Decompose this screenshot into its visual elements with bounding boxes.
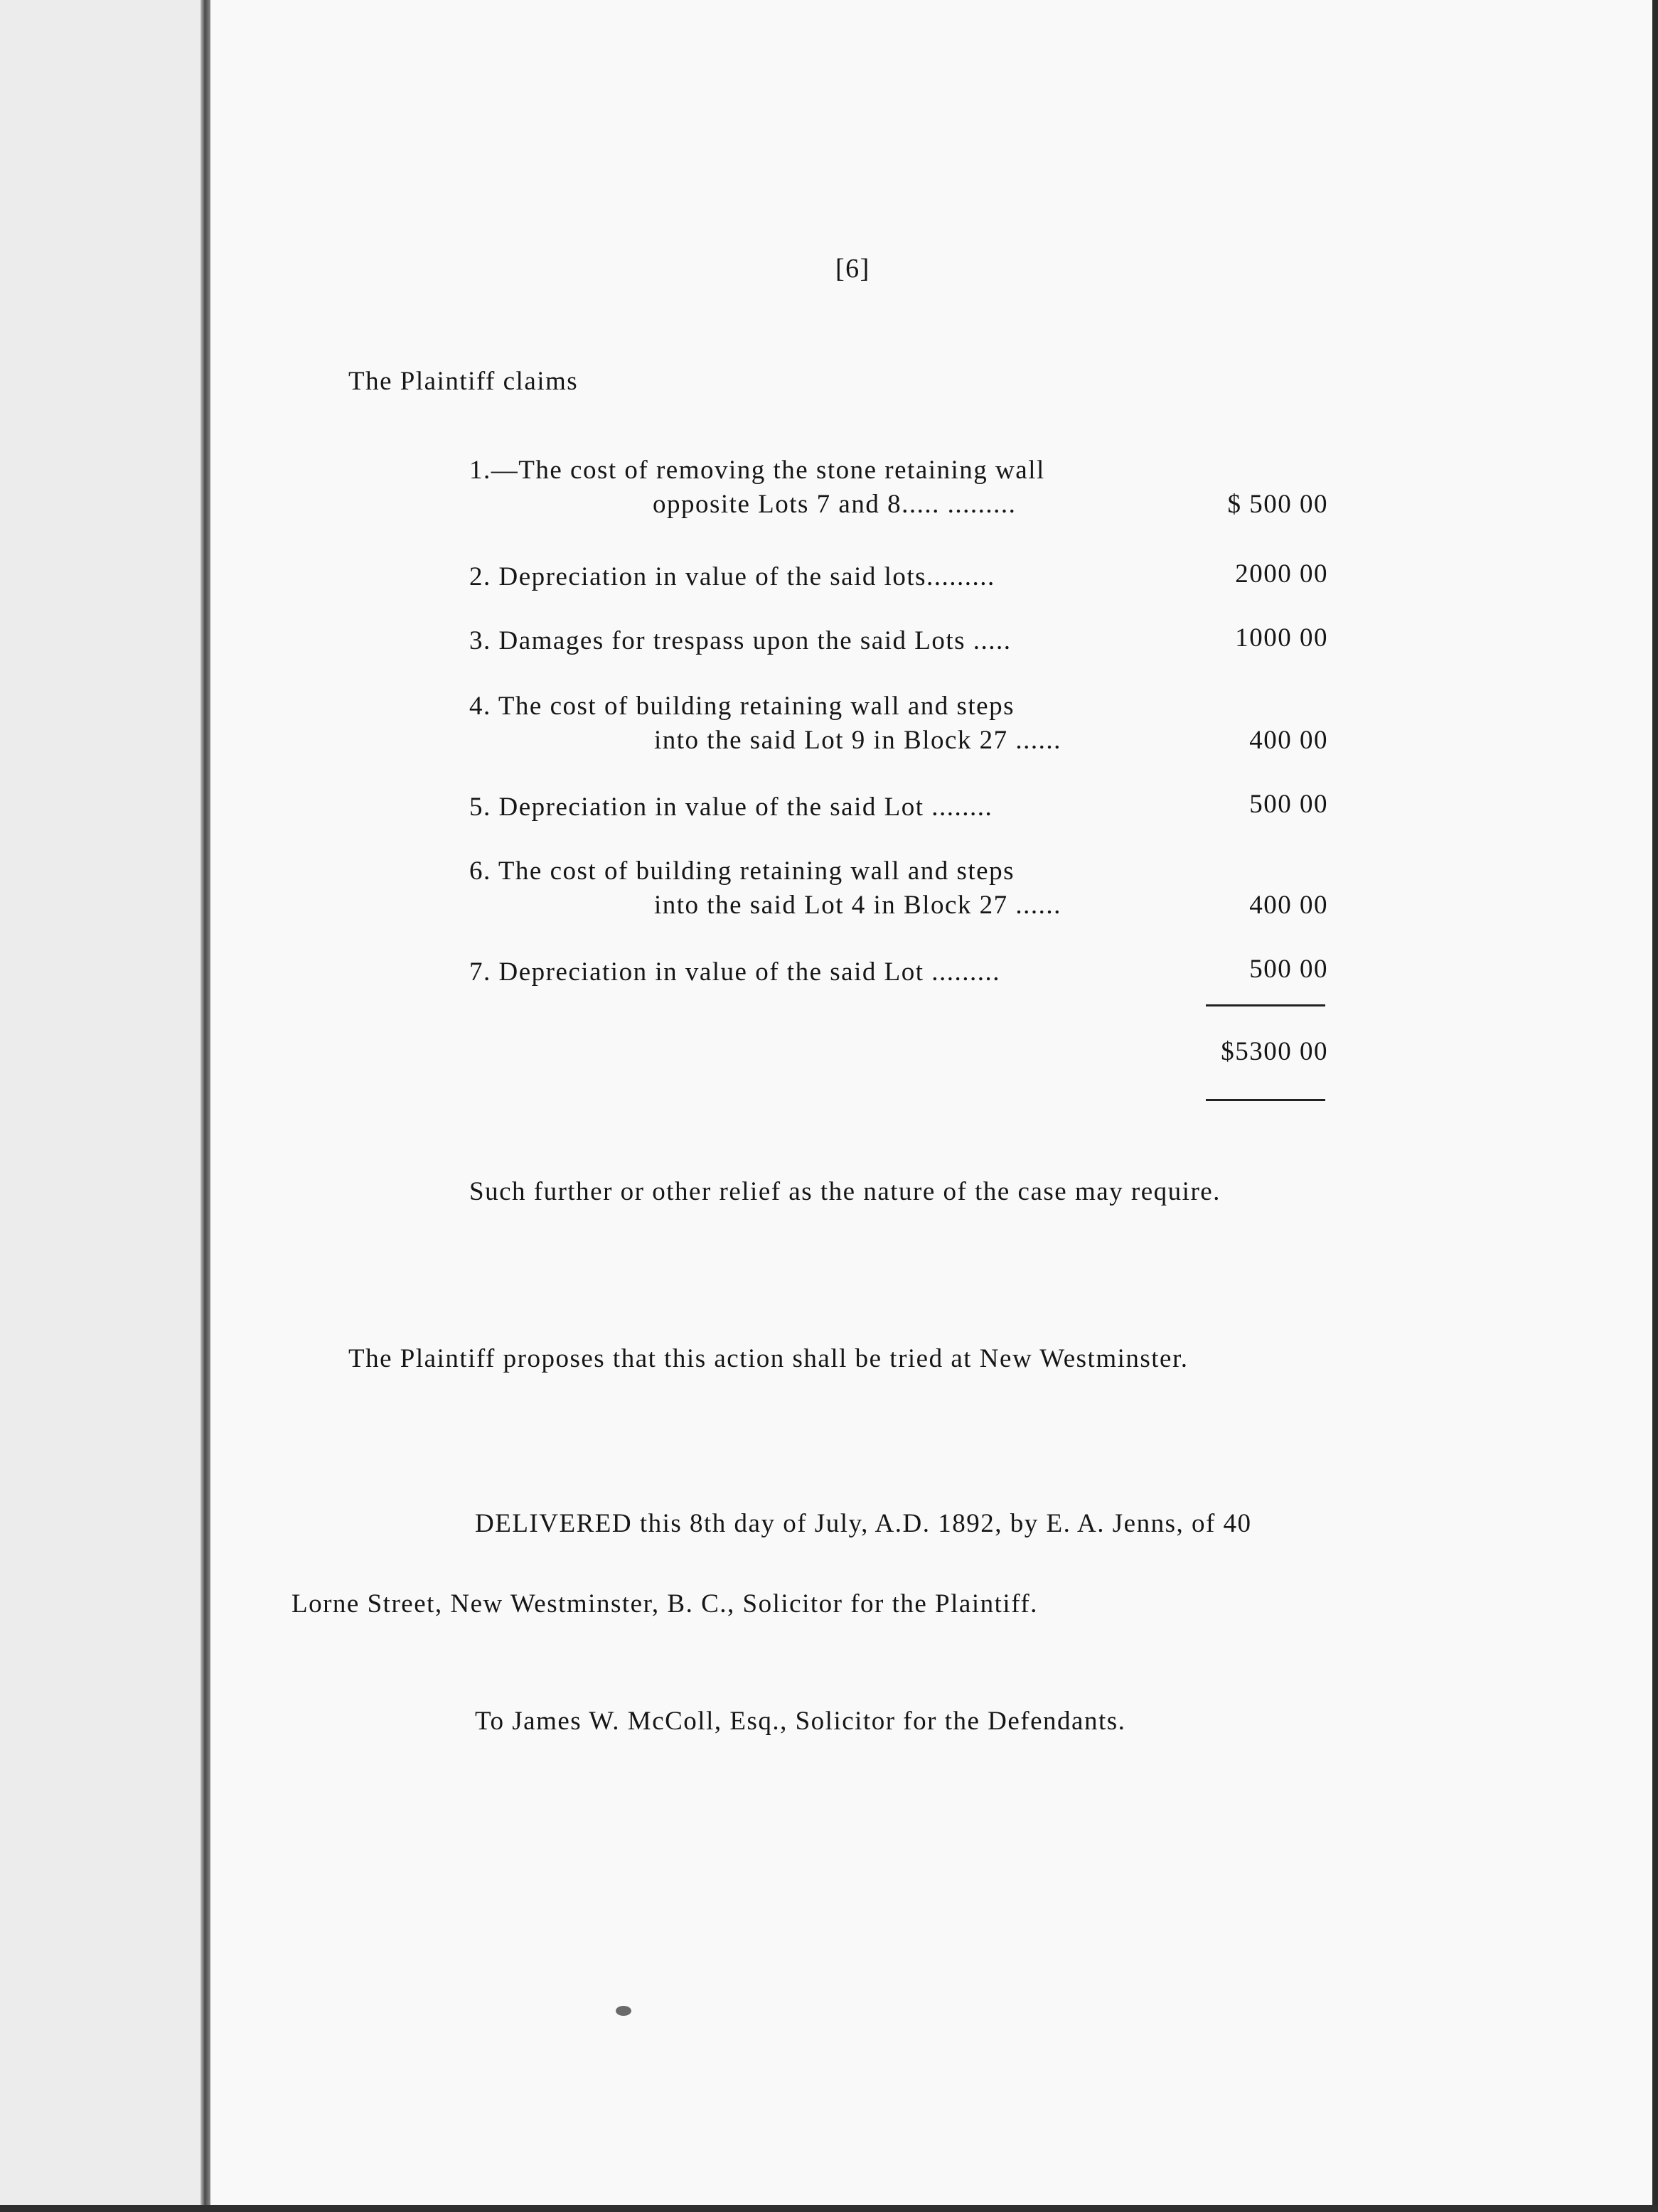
solicitor-address: Lorne Street, New Westminster, B. C., Solicitor for the Plaintiff. bbox=[292, 1589, 1038, 1618]
claim-7-amount: 500 00 bbox=[1249, 955, 1328, 984]
ink-smudge bbox=[616, 2006, 631, 2016]
claim-6-amount: 400 00 bbox=[1249, 891, 1328, 920]
total-rule-bottom bbox=[1206, 1099, 1325, 1101]
addressee-text: To James W. McColl, Esq., Solicitor for the Defendants. bbox=[475, 1707, 1126, 1736]
claims-total: $5300 00 bbox=[1221, 1037, 1328, 1066]
further-relief-text: Such further or other relief as the nature of the case may require. bbox=[469, 1177, 1221, 1206]
claim-2-line-1: 2. Depreciation in value of the said lots......... bbox=[469, 562, 995, 591]
page-edge-right bbox=[1652, 0, 1658, 2212]
document-page bbox=[210, 0, 1652, 2205]
claim-4-amount: 400 00 bbox=[1249, 726, 1328, 755]
claim-3-amount: 1000 00 bbox=[1235, 623, 1328, 653]
claim-5-line-1: 5. Depreciation in value of the said Lot ........ bbox=[469, 793, 993, 822]
claim-5-amount: 500 00 bbox=[1249, 790, 1328, 819]
claim-3-line-1: 3. Damages for trespass upon the said Lots ..... bbox=[469, 626, 1012, 655]
claim-2-amount: 2000 00 bbox=[1235, 559, 1328, 589]
facing-page-margin bbox=[0, 0, 205, 2212]
page-edge-bottom bbox=[0, 2205, 1658, 2212]
delivered-text: DELIVERED this 8th day of July, A.D. 1892, by E. A. Jenns, of 40 bbox=[475, 1509, 1252, 1538]
page-number: [6] bbox=[835, 254, 870, 284]
claim-1-line-1: 1.—The cost of removing the stone retaining wall bbox=[469, 456, 1045, 485]
claim-1-amount: $ 500 00 bbox=[1227, 490, 1328, 519]
claim-6-line-1: 6. The cost of building retaining wall and steps bbox=[469, 857, 1015, 886]
claim-1-line-2: opposite Lots 7 and 8..... ......... bbox=[653, 490, 1017, 519]
claims-heading: The Plaintiff claims bbox=[348, 367, 579, 396]
venue-text: The Plaintiff proposes that this action shall be tried at New Westminster. bbox=[348, 1344, 1189, 1373]
book-spine bbox=[200, 0, 210, 2212]
total-rule-top bbox=[1206, 1004, 1325, 1006]
claim-4-line-1: 4. The cost of building retaining wall and steps bbox=[469, 692, 1015, 721]
claim-4-line-2: into the said Lot 9 in Block 27 ...... bbox=[654, 726, 1061, 755]
claim-7-line-1: 7. Depreciation in value of the said Lot ......... bbox=[469, 957, 1000, 987]
claim-6-line-2: into the said Lot 4 in Block 27 ...... bbox=[654, 891, 1061, 920]
